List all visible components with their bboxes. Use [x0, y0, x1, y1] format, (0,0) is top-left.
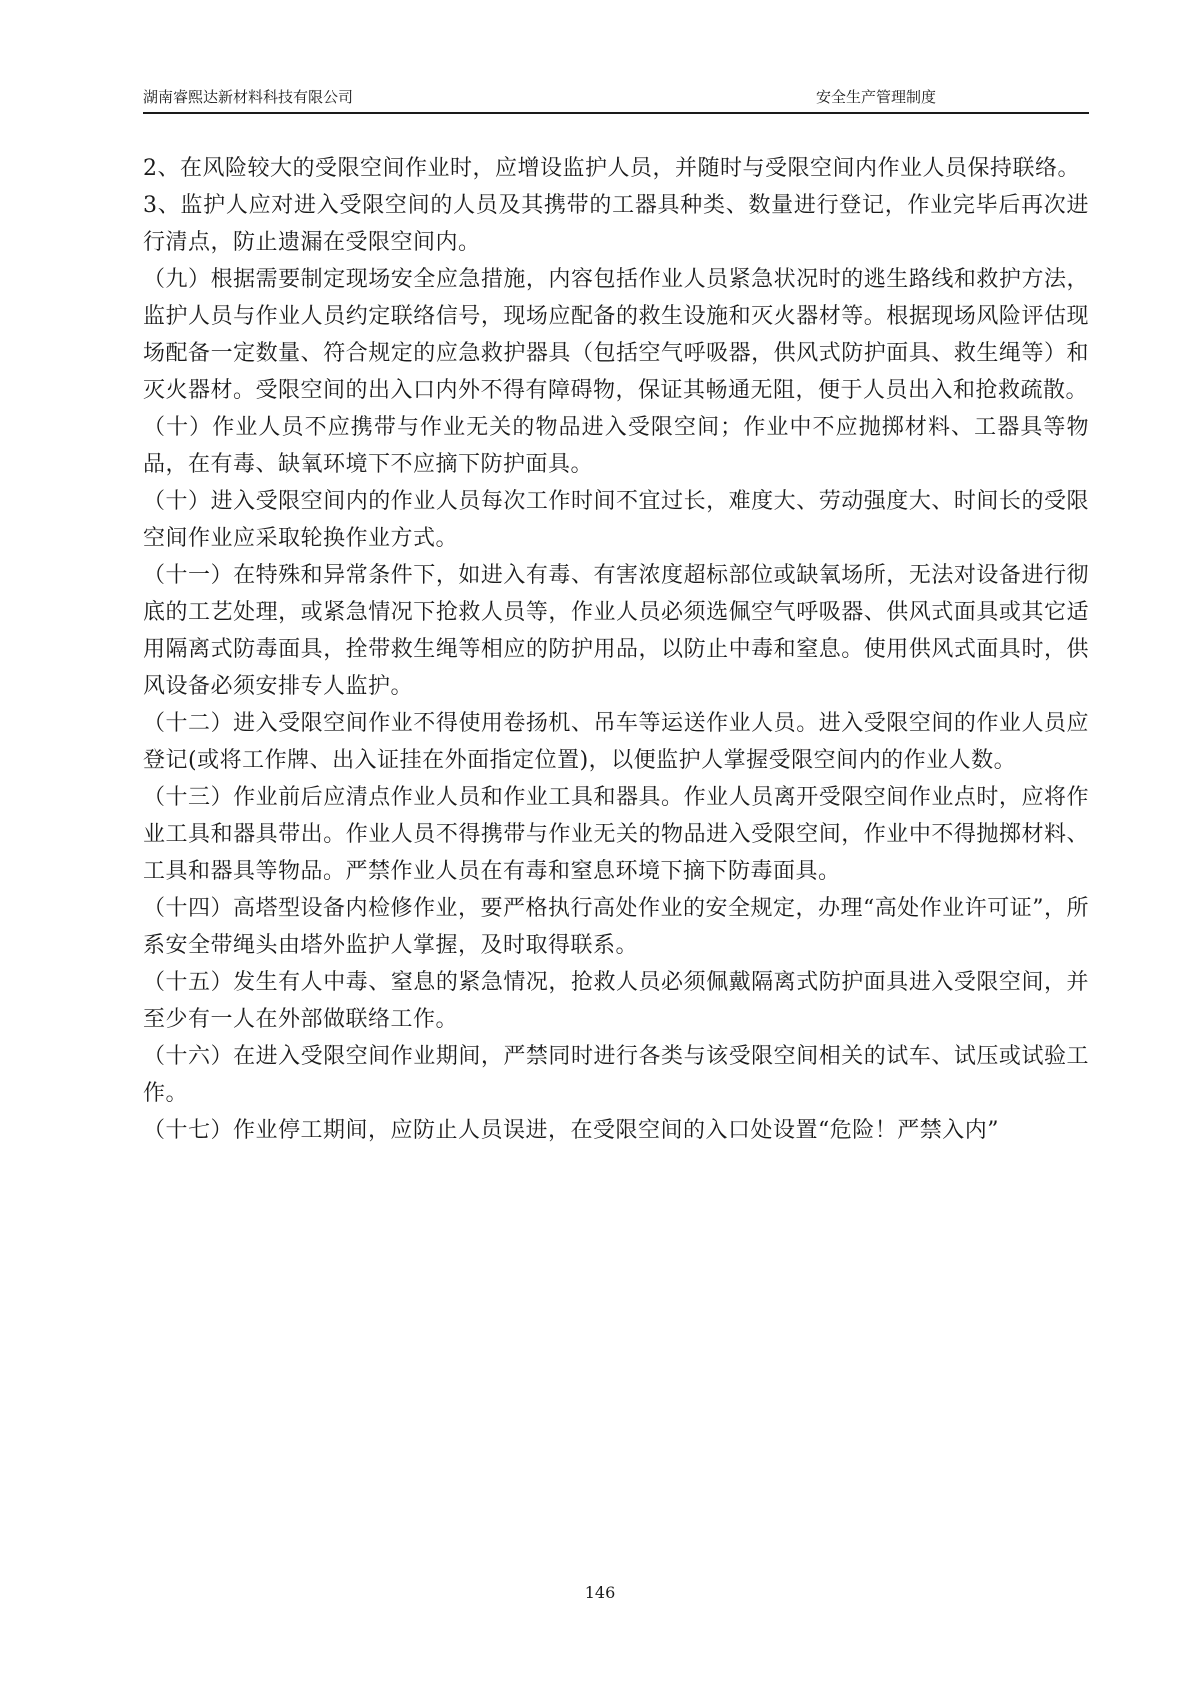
paragraph: （九）根据需要制定现场安全应急措施，内容包括作业人员紧急状况时的逃生路线和救护方法，监护人员与作业人员约定联络信号，现场应配备的救生设施和灭火器材等。根据现场风险评估现场配备一定数量、符合规定的应急救护器具（包括空气呼吸器，供风式防护面具、救生绳等）和灭火器材。受限空间的出入口内外不得有障碍物，保证其畅通无阻，便于人员出入和抢救疏散。: [143, 267, 1089, 403]
page-number: 146: [584, 1583, 616, 1602]
paragraph: （十）作业人员不应携带与作业无关的物品进入受限空间；作业中不应抛掷材料、工器具等物品，在有毒、缺氧环境下不应摘下防护面具。: [143, 415, 1089, 477]
header-company-name: 湖南睿熙达新材料科技有限公司: [143, 88, 354, 106]
paragraph: （十七）作业停工期间，应防止人员误进，在受限空间的入口处设置“危险！严禁入内”: [143, 1118, 999, 1143]
paragraph: （十二）进入受限空间作业不得使用卷扬机、吊车等运送作业人员。进入受限空间的作业人员应登记(或将工作牌、出入证挂在外面指定位置)，以便监护人掌握受限空间内的作业人数。: [143, 711, 1089, 773]
paragraph: （十一）在特殊和异常条件下，如进入有毒、有害浓度超标部位或缺氧场所，无法对设备进行彻底的工艺处理，或紧急情况下抢救人员等，作业人员必须选佩空气呼吸器、供风式面具或其它适用隔离式防毒面具，拴带救生绳等相应的防护用品，以防止中毒和窒息。使用供风式面具时，供风设备必须安排专人监护。: [143, 563, 1089, 699]
paragraph: （十六）在进入受限空间作业期间，严禁同时进行各类与该受限空间相关的试车、试压或试验工作。: [143, 1044, 1089, 1106]
paragraph: 2、在风险较大的受限空间作业时，应增设监护人员，并随时与受限空间内作业人员保持联络。: [143, 156, 1081, 181]
page-header: [143, 82, 1089, 114]
header-document-title: 安全生产管理制度: [816, 88, 937, 106]
paragraph: （十三）作业前后应清点作业人员和作业工具和器具。作业人员离开受限空间作业点时，应将作业工具和器具带出。作业人员不得携带与作业无关的物品进入受限空间，作业中不得抛掷材料、工具和器具等物品。严禁作业人员在有毒和窒息环境下摘下防毒面具。: [143, 785, 1089, 884]
paragraph: （十四）高塔型设备内检修作业，要严格执行高处作业的安全规定，办理“高处作业许可证”，所系安全带绳头由塔外监护人掌握，及时取得联系。: [143, 896, 1089, 958]
body-text: [143, 150, 1089, 1149]
paragraph: （十）进入受限空间内的作业人员每次工作时间不宜过长，难度大、劳动强度大、时间长的受限空间作业应采取轮换作业方式。: [143, 489, 1089, 551]
paragraph: （十五）发生有人中毒、窒息的紧急情况，抢救人员必须佩戴隔离式防护面具进入受限空间，并至少有一人在外部做联络工作。: [143, 970, 1089, 1032]
paragraph: 3、监护人应对进入受限空间的人员及其携带的工器具种类、数量进行登记，作业完毕后再次进行清点，防止遗漏在受限空间内。: [143, 193, 1089, 255]
